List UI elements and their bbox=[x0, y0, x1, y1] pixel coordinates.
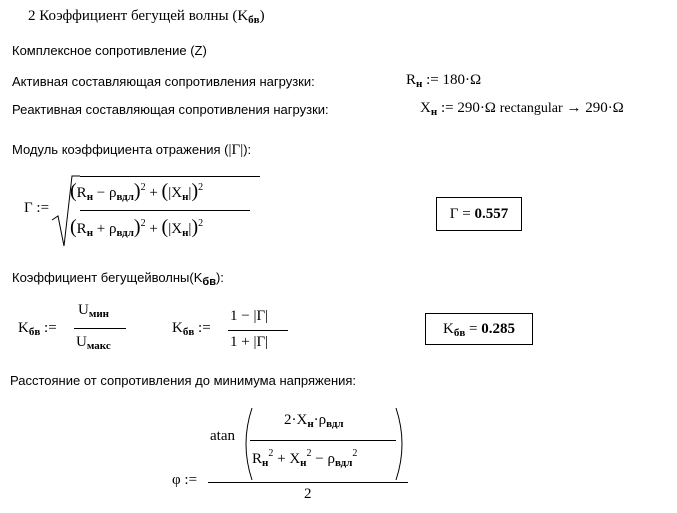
gamma-value: 0.557 bbox=[474, 206, 509, 222]
kbv-def-numerator: $U_{мин}$ bbox=[78, 302, 110, 320]
kbv-section-label: Коэффициент $бегущейволны(K_{бв})$: bbox=[12, 270, 224, 288]
gamma-sqrt-bar bbox=[80, 176, 260, 177]
gamma-result-box: Γ = 0.557 bbox=[436, 197, 522, 231]
phi-inner-bar bbox=[250, 440, 396, 441]
kbv-calc-bar bbox=[228, 330, 288, 331]
kbv-def-lhs: $K_{бв}$ := bbox=[18, 320, 57, 338]
phi-right-paren bbox=[394, 406, 408, 482]
gamma-lhs: Γ := bbox=[24, 200, 50, 216]
gamma-denominator: $(R_н + \rho_{вдл})^2 + (|X_н|)^2$ bbox=[70, 216, 204, 239]
title-text: Коэффициент бегущей волны bbox=[39, 8, 229, 24]
reactive-resistance-value: $X_н$ := 290·Ω rectangular → 290·Ω bbox=[420, 100, 624, 118]
phi-outer-bar bbox=[208, 482, 408, 483]
section-title bbox=[28, 8, 265, 26]
reactive-resistance-label: Реактивная составляющая сопротивления нагрузки: bbox=[12, 102, 329, 117]
gamma-numerator: $(R_н - \rho_{вдл})^2 + (|X_н|)^2$ bbox=[70, 180, 204, 203]
kbv-calc-numerator: 1 − |Γ| bbox=[230, 308, 269, 324]
gamma-fraction-bar bbox=[80, 210, 250, 211]
phi-lhs: φ := bbox=[172, 472, 198, 488]
arrow-symbol: → bbox=[566, 100, 582, 116]
title-symbol: $(K_{бв})$ bbox=[232, 8, 265, 26]
kbv-result-box: $K_{бв} = 0.285$ bbox=[425, 313, 533, 345]
phi-inner-denominator: $R_н^2 + X_н^2 - \rho_{вдл}^2$ bbox=[252, 448, 358, 469]
active-resistance-value: $R_н$ := 180·Ω bbox=[406, 72, 482, 90]
title-number: 2 bbox=[28, 8, 36, 24]
phi-outer-denominator: 2 bbox=[304, 486, 312, 502]
kbv-value: 0.285 bbox=[481, 321, 515, 337]
rectangular-keyword: rectangular bbox=[499, 101, 563, 116]
kbv-calc-lhs: $K_{бв}$ := bbox=[172, 320, 211, 338]
active-resistance-label: Активная составляющая сопротивления нагрузки: bbox=[12, 74, 315, 89]
kbv-def-denominator: $U_{макс}$ bbox=[76, 334, 111, 352]
reflection-coefficient-label: Модуль коэффициента отражения (|Γ|): bbox=[12, 142, 252, 158]
distance-section-label: Расстояние от сопротивления до минимума напряжения: bbox=[10, 373, 357, 388]
complex-impedance-label: Комплексное сопротивление (Z) bbox=[12, 43, 207, 58]
phi-left-paren bbox=[240, 406, 254, 482]
atan-label: atan bbox=[210, 428, 235, 444]
kbv-calc-denominator: 1 + |Γ| bbox=[230, 334, 269, 350]
phi-inner-numerator: $2\cdot X_н\cdot\rho_{вдл}$ bbox=[284, 412, 344, 430]
kbv-def-bar bbox=[74, 328, 126, 329]
